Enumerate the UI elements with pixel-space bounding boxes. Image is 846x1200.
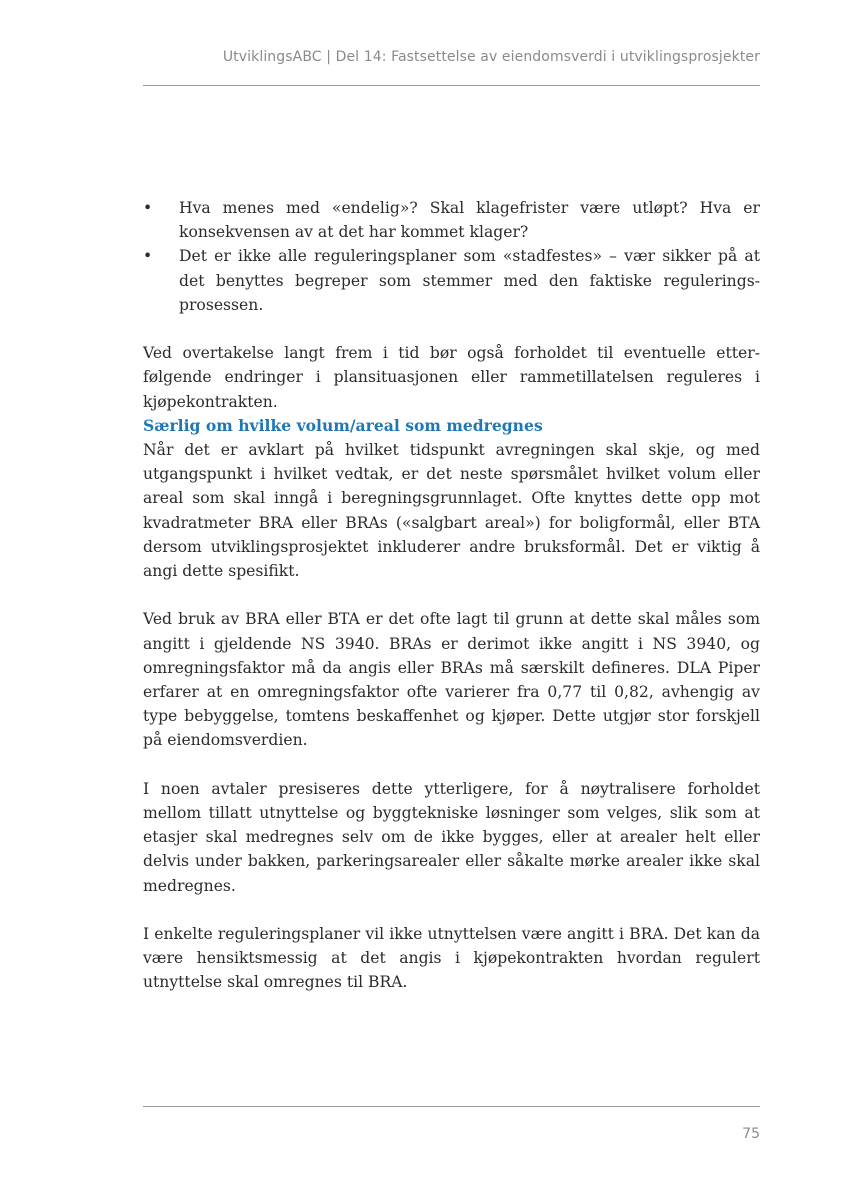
bullet-list [143,196,760,317]
bullet-item [143,196,760,244]
paragraph: Ved overtakelse langt frem i tid bør også forholdet til eventuelle etterfølgende endringer i plansituasjonen eller rammetillatelsen reguleres i kjøpekontrakten. [143,344,760,411]
paragraph: Når det er avklart på hvilket tidspunkt avregningen skal skje, og med utgangspunkt i hvilket vedtak, er det neste spørsmålet hvilket volum eller areal som skal inngå i beregningsgrunnlaget. Ofte knyttes dette opp mot kvadratmeter BRA eller BRAs («salgbart areal») for boligformål, eller BTA dersom utviklingsprosjektet inkluderer andre bruksformål. Det er viktig å angi dette spesifikt. [143,441,760,581]
bullet-item [143,244,760,317]
bullet-text: Hva menes med «endelig»? Skal klagefrister være utløpt? Hva er konsekvensen av at det har kommet klager? [179,199,760,242]
bullet-marker: • [143,199,153,217]
bullet-text: Det er ikke alle reguleringsplaner som «stadfestes» – vær sikker på at det benyttes begreper som stemmer med den faktiske reguleringsprosessen. [179,247,760,314]
bullet-marker: • [143,247,153,266]
section-heading: Særlig om hvilke volum/areal som medregnes [143,415,543,435]
paragraph: I noen avtaler presiseres dette ytterligere, for å nøytralisere forholdet mellom tillatt utnyttelse og byggtekniske løsninger som velges, slik som at etasjer skal medregnes selv om de ikke bygges, eller at arealer helt eller delvis under bakken, parkeringsarealer eller såkalte mørke arealer ikke skal medregnes. [143,779,760,895]
main-content [143,196,760,995]
running-header: UtviklingsABC | Del 14: Fastsettelse av eiendomsverdi i utviklingsprosjekter [222,49,760,65]
footer-divider [143,1106,760,1107]
header-divider [143,85,760,86]
paragraph: Ved bruk av BRA eller BTA er det ofte lagt til grunn at dette skal måles som angitt i gjeldende NS 3940. BRAs er derimot ikke angitt i NS 3940, og omregningsfaktor må da angis eller BRAs må særskilt defineres. DLA Piper erfarer at en omregningsfaktor ofte varierer fra 0,77 til 0,82, avhengig av type bebyggelse, tomtens beskaffenhet og kjøper. Dette utgjør stor forskjell på eiendomsverdien. [143,610,760,750]
paragraph: I enkelte reguleringsplaner vil ikke utnyttelsen være angitt i BRA. Det kan da være hensiktsmessig at det angis i kjøpekontrakten hvordan regulert utnyttelse skal omregnes til BRA. [143,925,760,992]
page-number: 75 [742,1126,760,1142]
